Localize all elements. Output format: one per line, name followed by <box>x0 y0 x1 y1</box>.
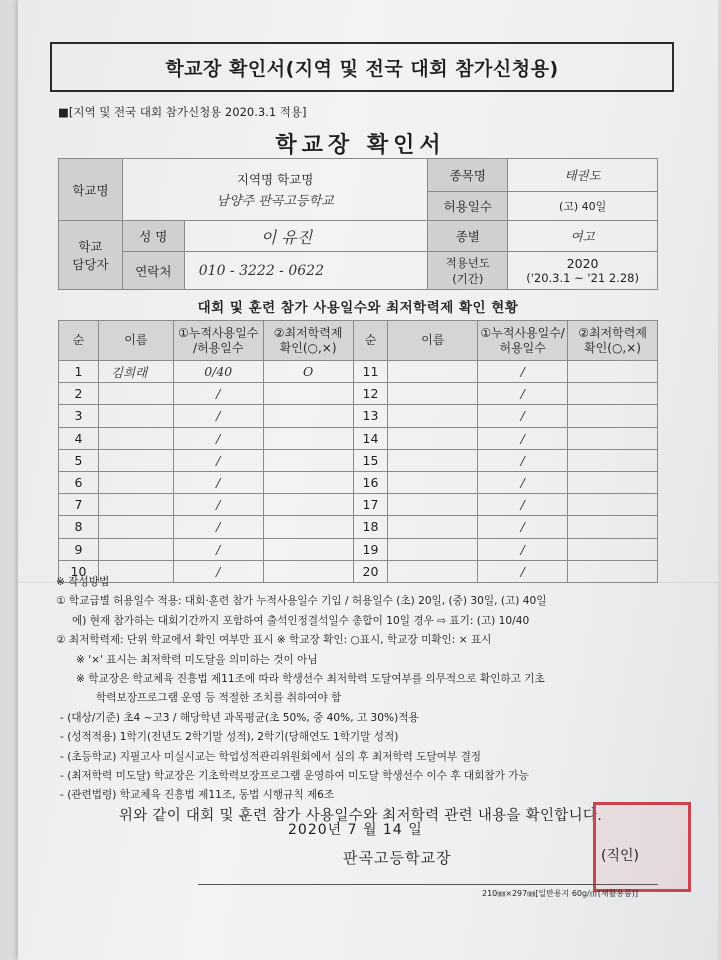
header-days <box>173 321 263 361</box>
row-number: 5 <box>59 449 99 471</box>
table-row <box>59 427 658 449</box>
event-value: 태권도 <box>508 159 658 192</box>
days-used: / <box>173 560 263 582</box>
note-line: - (최저학력 미도달) 학교장은 기초학력보장프로그램 운영하여 미도달 학생선수 이수 후 대회참가 가능 <box>60 770 529 783</box>
contact-label: 연락처 <box>122 252 184 290</box>
participation-table <box>58 320 658 583</box>
participant-name <box>98 471 173 493</box>
table-title: 대회 및 훈련 참가 사용일수와 최저학력제 확인 현황 <box>197 300 519 316</box>
note-line: - (관련법령) 학교체육 진흥법 제11조, 동법 시행규칙 제6조 <box>60 789 335 802</box>
note-line: - (초등학교) 지필고사 미실시교는 학업성적관리위원회에서 심의 후 최저학력 도달여부 결정 <box>60 750 482 763</box>
gender-value: 여고 <box>508 221 658 252</box>
edu-check <box>263 538 353 560</box>
participant-name <box>388 538 478 560</box>
days-used: / <box>173 405 263 427</box>
days-used: / <box>173 449 263 471</box>
row-number: 7 <box>59 494 99 516</box>
notes-section <box>56 573 676 806</box>
header-edu-right <box>568 321 658 361</box>
page-title: 학교장 확인서 <box>275 133 446 158</box>
participant-name <box>98 405 173 427</box>
name-label: 성 명 <box>122 221 184 252</box>
days-used: / <box>478 405 568 427</box>
header-edu <box>263 321 353 361</box>
participant-name <box>388 494 478 516</box>
edu-check <box>568 383 658 405</box>
paper-spec-footer: 210㎜×297㎜[일반용지 60g/㎡(재활용품)] <box>482 889 639 898</box>
participant-name <box>388 471 478 493</box>
row-number: 13 <box>353 405 388 427</box>
days-used: / <box>173 471 263 493</box>
edu-check <box>263 471 353 493</box>
header-days-line1: ①누적사용일수 <box>178 325 259 340</box>
days-used: / <box>478 516 568 538</box>
row-number: 10 <box>59 560 99 582</box>
days-used: / <box>478 361 568 383</box>
info-table <box>58 158 658 290</box>
note-line: ※ '×' 표시는 최저학력 미도달을 의미하는 것이 아님 <box>76 653 318 666</box>
note-line: 에) 현재 참가하는 대회기간까지 포함하여 출석인정결석일수 총합이 10일 경우 ⇨ 표기: (고) 10/40 <box>72 614 530 627</box>
row-number: 4 <box>59 427 99 449</box>
school-sign: 판곡고등학교장 <box>343 849 452 867</box>
note-line: ※ 학교장은 학교체육 진흥법 제11조에 따라 학생선수 최저학력 도달여부를 의무적으로 확인하고 기초 <box>76 673 545 686</box>
row-number: 2 <box>59 383 99 405</box>
days-used: / <box>173 538 263 560</box>
participant-name <box>98 516 173 538</box>
days-used: / <box>478 494 568 516</box>
note-line: - (대상/기준) 초4 ~고3 / 해당학년 과목평균(초 50%, 중 40%, 고 30%)적용 <box>60 711 419 724</box>
note-line: - (성적적용) 1학기(전년도 2학기말 성적), 2학기(당해연도 1학기말 성적) <box>60 731 399 744</box>
edu-check <box>263 516 353 538</box>
footer-rule <box>198 884 658 885</box>
row-number: 6 <box>59 471 99 493</box>
event-label: 종목명 <box>428 159 508 192</box>
edu-check <box>263 427 353 449</box>
participant-name <box>98 494 173 516</box>
participant-name <box>388 405 478 427</box>
row-number: 1 <box>59 361 99 383</box>
manager-label-line2: 담당자 <box>72 257 109 272</box>
row-number: 8 <box>59 516 99 538</box>
participant-name <box>98 427 173 449</box>
year-label-line1: 적용년도 <box>445 255 491 270</box>
school-header: 지역명 학교명 <box>236 172 314 187</box>
header-days-line2: /허용일수 <box>193 340 244 355</box>
header-name-right: 이름 <box>388 321 478 361</box>
header-days-right-line1: ①누적사용일수/ <box>480 325 565 340</box>
header-no-right: 순 <box>353 321 388 361</box>
table-row <box>59 361 658 383</box>
header-edu-line2: 확인(○,×) <box>279 340 337 355</box>
row-number: 9 <box>59 538 99 560</box>
year-label-line2: (기간) <box>452 271 484 286</box>
days-used: / <box>478 560 568 582</box>
allow-label: 허용일수 <box>428 192 508 221</box>
header-days-right <box>478 321 568 361</box>
days-used: / <box>478 427 568 449</box>
confirm-text: 위와 같이 대회 및 훈련 참가 사용일수와 최저학력 관련 내용을 확인합니다. <box>118 808 603 824</box>
participant-name <box>388 516 478 538</box>
notes-heading: ※ 작성방법 <box>56 576 110 588</box>
school-cell <box>122 159 428 221</box>
manager-label <box>59 221 123 290</box>
row-number: 11 <box>353 361 388 383</box>
edu-check <box>568 494 658 516</box>
gender-label: 종별 <box>428 221 508 252</box>
participant-name: 김희래 <box>98 361 173 383</box>
days-used: / <box>478 471 568 493</box>
table-row <box>59 538 658 560</box>
header-edu-line1: ②최저학력제 <box>273 325 343 340</box>
edu-check <box>568 405 658 427</box>
participant-name <box>388 361 478 383</box>
days-used: / <box>173 494 263 516</box>
year-value: 2020 <box>566 256 599 271</box>
days-used: / <box>173 516 263 538</box>
table-row <box>59 471 658 493</box>
edu-check <box>568 471 658 493</box>
edu-check <box>263 405 353 427</box>
edu-check <box>568 449 658 471</box>
school-label: 학교명 <box>59 159 123 221</box>
year-period: ('20.3.1 ~ '21 2.28) <box>526 271 639 285</box>
edu-check <box>568 427 658 449</box>
row-number: 17 <box>353 494 388 516</box>
row-number: 20 <box>353 560 388 582</box>
contact-value: 010 - 3222 - 0622 <box>184 252 428 290</box>
table-row <box>59 383 658 405</box>
note-line: ① 학교급별 허용일수 적용: 대회·훈련 참가 누적사용일수 기입 / 허용일수 (초) 20일, (중) 30일, (고) 40일 <box>56 595 547 608</box>
row-number: 18 <box>353 516 388 538</box>
edu-check <box>263 383 353 405</box>
participant-name <box>388 427 478 449</box>
participant-name <box>98 449 173 471</box>
participant-name <box>388 449 478 471</box>
edu-check: O <box>263 361 353 383</box>
participant-name <box>98 383 173 405</box>
table-row <box>59 494 658 516</box>
days-used: / <box>173 427 263 449</box>
row-number: 12 <box>353 383 388 405</box>
header-no: 순 <box>59 321 99 361</box>
row-number: 3 <box>59 405 99 427</box>
days-used: / <box>478 383 568 405</box>
manager-label-line1: 학교 <box>78 239 103 254</box>
sub-note: ■[지역 및 전국 대회 참가신청용 2020.3.1 적용] <box>58 105 307 119</box>
header-box: 학교장 확인서(지역 및 전국 대회 참가신청용) <box>50 42 674 92</box>
table-row <box>59 516 658 538</box>
table-row <box>59 405 658 427</box>
row-number: 19 <box>353 538 388 560</box>
days-used: / <box>478 449 568 471</box>
table-row <box>59 449 658 471</box>
edu-check <box>568 516 658 538</box>
date-text: 2020년 7 월 14 일 <box>288 822 423 838</box>
days-used: 0/40 <box>173 361 263 383</box>
days-used: / <box>478 538 568 560</box>
participant-name <box>98 538 173 560</box>
days-used: / <box>173 383 263 405</box>
note-line: 학력보장프로그램 운영 등 적절한 조치를 취하여야 함 <box>96 692 342 705</box>
row-number: 14 <box>353 427 388 449</box>
participant-name <box>388 383 478 405</box>
row-number: 15 <box>353 449 388 471</box>
year-label <box>428 252 508 290</box>
year-cell <box>508 252 658 290</box>
school-value: 남양주 판곡고등학교 <box>216 194 334 209</box>
allow-value: (고) 40일 <box>508 192 658 221</box>
header-edu-right-line2: 확인(○,×) <box>584 340 641 355</box>
row-number: 16 <box>353 471 388 493</box>
header-edu-right-line1: ②최저학력제 <box>578 325 647 340</box>
header-name: 이름 <box>98 321 173 361</box>
name-value: 이 유진 <box>184 221 428 252</box>
edu-check <box>568 361 658 383</box>
seal-label: (직인) <box>601 848 639 864</box>
note-line: ② 최저학력제: 단위 학교에서 확인 여부만 표시 ※ 학교장 확인: ○표시, 학교장 미확인: × 표시 <box>56 634 492 647</box>
header-days-right-line2: 허용일수 <box>499 340 546 355</box>
edu-check <box>568 538 658 560</box>
edu-check <box>263 494 353 516</box>
edu-check <box>263 449 353 471</box>
